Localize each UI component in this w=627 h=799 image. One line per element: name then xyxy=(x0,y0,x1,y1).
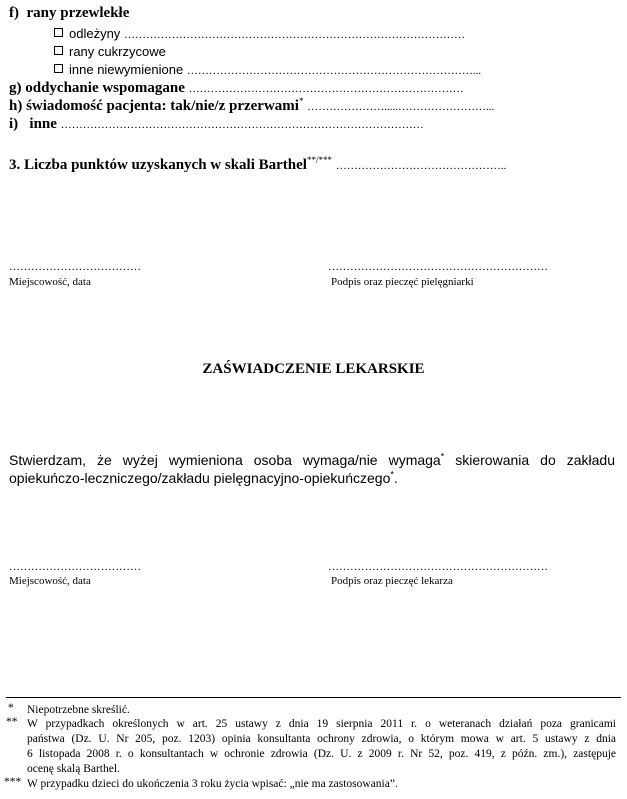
nurse-signature-field[interactable]: …………………………………………………… xyxy=(328,261,548,273)
footnote-ref: **/*** xyxy=(306,155,332,165)
footnote-1-text: Niepotrzebne skreślić. xyxy=(27,704,130,716)
barthel-dots[interactable]: ……………………………………….. xyxy=(335,160,507,172)
footnote-2-line3: 6 listopada 2008 r. o konsultantach w ochronie zdrowia (Dz. U. z 2009 r. Nr 52, poz. 419, z późn. zm.), zastępuje xyxy=(27,748,616,760)
footnote-2-line1: W przypadkach określonych w art. 25 ustawy z dnia 19 sierpnia 2011 r. o weteranach działań poza granicami xyxy=(27,718,616,730)
doctor-signature-field[interactable]: …………………………………………………… xyxy=(328,561,548,573)
certificate-title: ZAŚWIADCZENIE LEKARSKIE xyxy=(202,361,425,377)
footnote-ref: * xyxy=(440,451,445,462)
certificate-text: . xyxy=(393,470,398,486)
nurse-place-date-label: Miejscowość, data xyxy=(9,276,91,288)
option-label: odleżyny xyxy=(69,26,121,41)
section-h-dots[interactable]: ………………….....……………………... xyxy=(307,101,495,113)
certificate-text: skierowania do zakładu xyxy=(444,452,616,468)
section-i-dots[interactable]: ……………………………………………………………………………………… xyxy=(60,119,424,131)
doctor-place-date-field[interactable]: ……………………………… xyxy=(9,561,141,573)
footnote-mark: * xyxy=(8,702,14,714)
certificate-text-line2 xyxy=(9,470,398,486)
section-g-dots[interactable]: ………………………………………………………………… xyxy=(188,83,464,95)
footnote-ref: * xyxy=(298,96,304,106)
certificate-text: Stwierdzam, że wyżej wymieniona osoba wymaga/nie wymaga xyxy=(9,452,441,468)
section-f-heading: f) rany przewlekłe xyxy=(9,5,130,21)
footnote-2-line2: państwa (Dz. U. Nr 205, poz. 1203) opinia konsultanta ochrony zdrowia, o którym mowa w art. 5 ustawy z dnia xyxy=(27,733,616,745)
certificate-text-line1 xyxy=(9,452,615,468)
nurse-place-date-field[interactable]: ……………………………… xyxy=(9,261,141,273)
section-i xyxy=(9,116,424,133)
footnote-2-line4: ocenę skalą Barthel. xyxy=(27,763,120,775)
checkbox-icon[interactable] xyxy=(54,64,63,73)
footnote-divider xyxy=(6,697,621,698)
option-odlezyny[interactable] xyxy=(54,26,465,41)
nurse-signature-label: Podpis oraz pieczęć pielęgniarki xyxy=(331,276,474,288)
footnote-mark: *** xyxy=(4,776,22,788)
checkbox-icon[interactable] xyxy=(54,46,63,55)
footnote-ref: * xyxy=(390,469,394,480)
option-dots: ………………………………………………………………………………… xyxy=(123,29,465,41)
option-label: inne niewymienione xyxy=(69,62,184,77)
section-g-label: g) oddychanie wspomagane xyxy=(9,80,185,96)
option-dots: ……………………………………………………………………... xyxy=(186,65,482,77)
barthel-score-line xyxy=(9,157,506,174)
footnote-mark: ** xyxy=(6,716,18,728)
checkbox-icon[interactable] xyxy=(54,28,63,37)
section-i-label: i) inne xyxy=(9,116,57,132)
section-g xyxy=(9,80,464,97)
section-h xyxy=(9,98,494,115)
barthel-label: 3. Liczba punktów uzyskanych w skali Barthel xyxy=(9,157,307,173)
option-inne-niewymienione[interactable] xyxy=(54,62,481,77)
option-rany-cukrzycowe[interactable] xyxy=(54,44,166,59)
doctor-place-date-label: Miejscowość, data xyxy=(9,575,91,587)
section-h-label: h) świadomość pacjenta: tak/nie/z przerwami xyxy=(9,98,299,114)
doctor-signature-label: Podpis oraz pieczęć lekarza xyxy=(331,575,453,587)
certificate-text: opiekuńczo-leczniczego/zakładu pielęgnacyjno-opiekuńczego xyxy=(9,470,391,486)
option-label: rany cukrzycowe xyxy=(69,44,166,59)
footnote-3-text: W przypadku dzieci do ukończenia 3 roku życia wpisać: „nie ma zastosowania”. xyxy=(27,778,398,790)
